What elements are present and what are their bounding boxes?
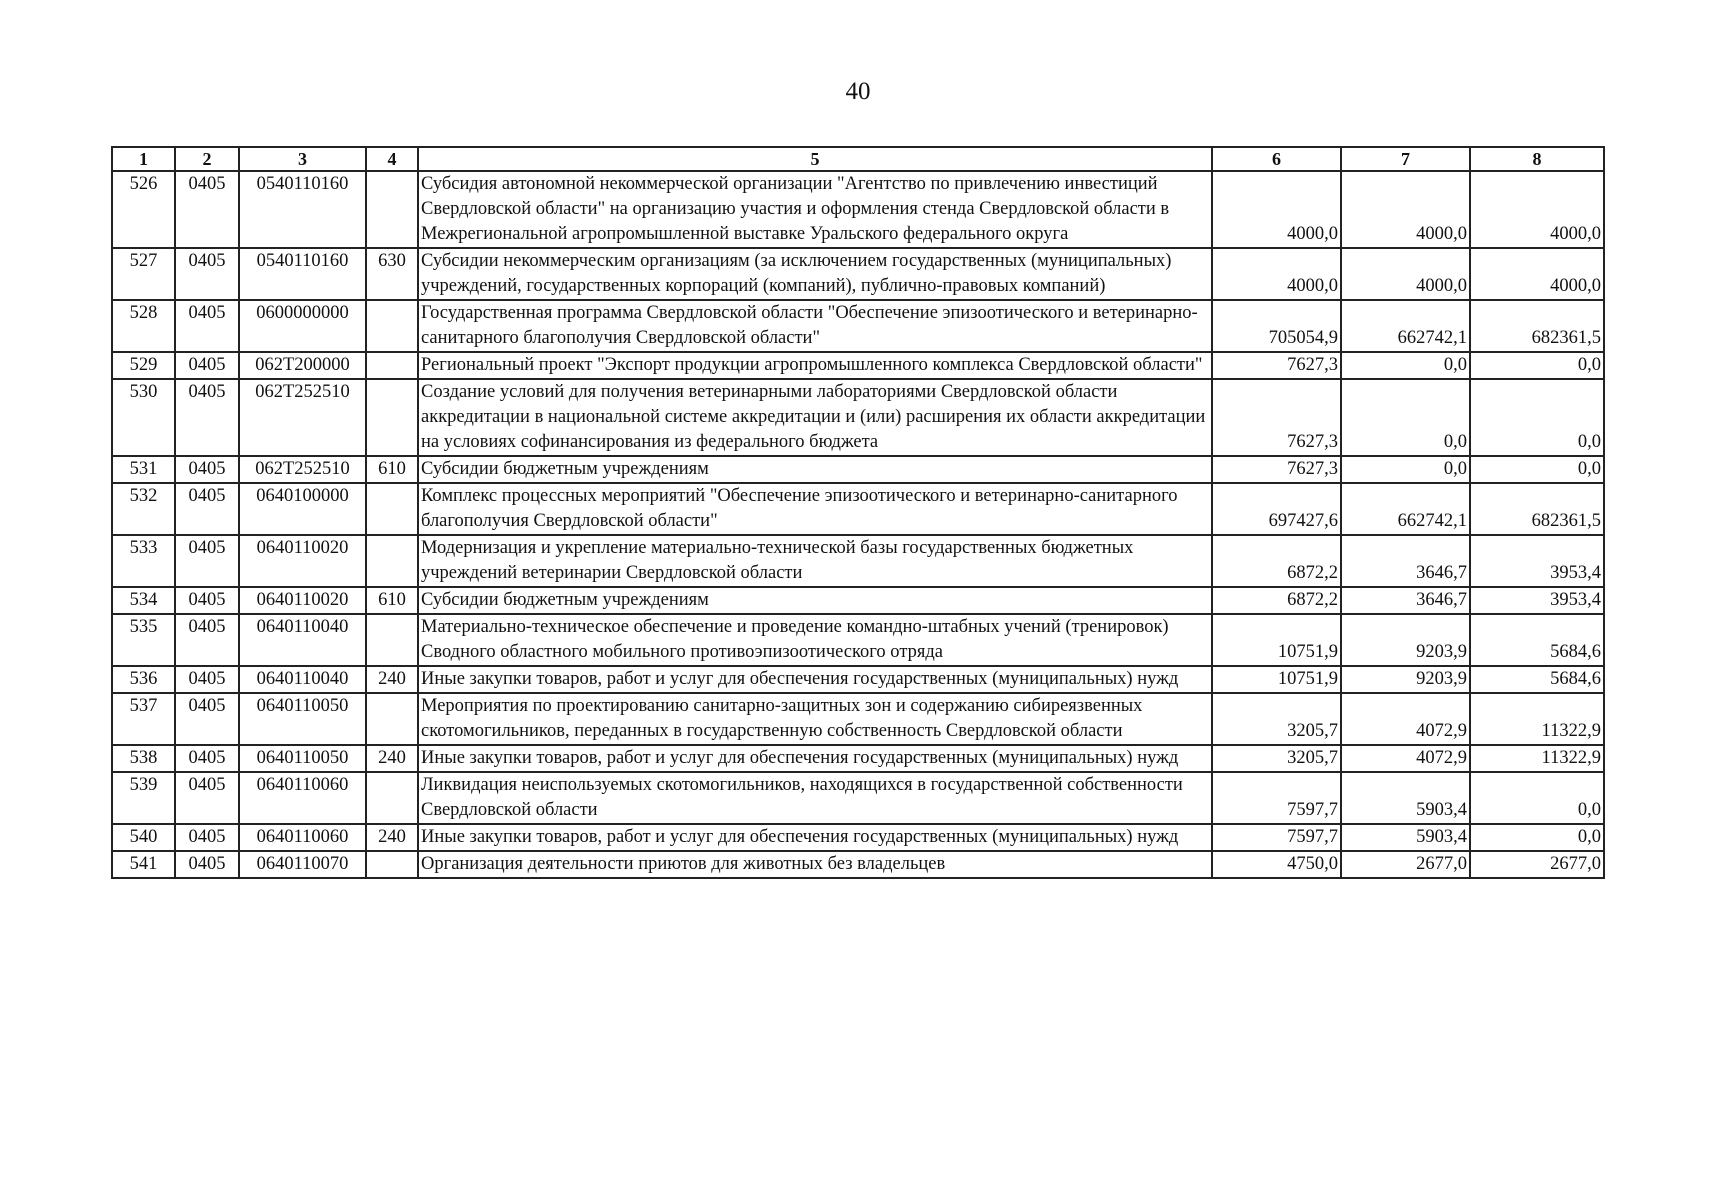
- table-row: [112, 851, 1604, 878]
- target-article-code: 0640110040: [239, 614, 366, 666]
- amount-col7: 0,0: [1341, 456, 1470, 483]
- table-row: [112, 614, 1604, 666]
- row-number: 526: [112, 171, 175, 248]
- expense-type-code: 610: [366, 456, 418, 483]
- header-cell: 2: [175, 147, 239, 171]
- item-name: Субсидии некоммерческим организациям (за исключением государственных (муниципальных) учреждений, государственных корпораций (компаний), публично-правовых компаний): [418, 248, 1212, 300]
- section-code: 0405: [175, 352, 239, 379]
- item-name: Материально-техническое обеспечение и проведение командно-штабных учений (тренировок) Сводного областного мобильного противоэпизоотического отряда: [418, 614, 1212, 666]
- amount-col6: 10751,9: [1212, 614, 1341, 666]
- target-article-code: 0640110060: [239, 772, 366, 824]
- table-row: [112, 456, 1604, 483]
- expense-type-code: 610: [366, 587, 418, 614]
- amount-col8: 682361,5: [1470, 300, 1604, 352]
- row-number: 541: [112, 851, 175, 878]
- item-name: Организация деятельности приютов для животных без владельцев: [418, 851, 1212, 878]
- table-row: [112, 379, 1604, 456]
- row-number: 531: [112, 456, 175, 483]
- target-article-code: 0640110070: [239, 851, 366, 878]
- section-code: 0405: [175, 535, 239, 587]
- amount-col8: 4000,0: [1470, 171, 1604, 248]
- section-code: 0405: [175, 379, 239, 456]
- item-name: Создание условий для получения ветеринарными лабораториями Свердловской области аккредитации в национальной системе аккредитации и (или) расширения их области аккредитации на условиях софинансирования из федерального бюджета: [418, 379, 1212, 456]
- section-code: 0405: [175, 456, 239, 483]
- section-code: 0405: [175, 300, 239, 352]
- row-number: 532: [112, 483, 175, 535]
- item-name: Субсидии бюджетным учреждениям: [418, 587, 1212, 614]
- table-row: [112, 300, 1604, 352]
- row-number: 540: [112, 824, 175, 851]
- table-row: [112, 745, 1604, 772]
- amount-col8: 0,0: [1470, 379, 1604, 456]
- item-name: Региональный проект "Экспорт продукции агропромышленного комплекса Свердловской области": [418, 352, 1212, 379]
- item-name: Субсидии бюджетным учреждениям: [418, 456, 1212, 483]
- amount-col6: 4000,0: [1212, 171, 1341, 248]
- section-code: 0405: [175, 248, 239, 300]
- amount-col8: 0,0: [1470, 456, 1604, 483]
- table-body: [112, 171, 1604, 878]
- section-code: 0405: [175, 666, 239, 693]
- amount-col8: 11322,9: [1470, 745, 1604, 772]
- amount-col8: 4000,0: [1470, 248, 1604, 300]
- expense-type-code: [366, 379, 418, 456]
- expense-type-code: [366, 614, 418, 666]
- row-number: 538: [112, 745, 175, 772]
- amount-col6: 697427,6: [1212, 483, 1341, 535]
- header-cell: 3: [239, 147, 366, 171]
- section-code: 0405: [175, 824, 239, 851]
- table-row: [112, 352, 1604, 379]
- amount-col8: 3953,4: [1470, 535, 1604, 587]
- header-cell: 7: [1341, 147, 1470, 171]
- amount-col6: 4750,0: [1212, 851, 1341, 878]
- expense-type-code: [366, 300, 418, 352]
- amount-col6: 6872,2: [1212, 587, 1341, 614]
- section-code: 0405: [175, 745, 239, 772]
- header-cell: 4: [366, 147, 418, 171]
- expense-type-code: 240: [366, 666, 418, 693]
- item-name: Ликвидация неиспользуемых скотомогильников, находящихся в государственной собственности Свердловской области: [418, 772, 1212, 824]
- amount-col7: 662742,1: [1341, 483, 1470, 535]
- amount-col8: 0,0: [1470, 772, 1604, 824]
- table-row: [112, 483, 1604, 535]
- amount-col7: 0,0: [1341, 352, 1470, 379]
- row-number: 527: [112, 248, 175, 300]
- row-number: 533: [112, 535, 175, 587]
- expense-type-code: [366, 693, 418, 745]
- expense-type-code: [366, 851, 418, 878]
- section-code: 0405: [175, 171, 239, 248]
- table-row: [112, 824, 1604, 851]
- amount-col6: 705054,9: [1212, 300, 1341, 352]
- amount-col6: 7627,3: [1212, 456, 1341, 483]
- amount-col6: 3205,7: [1212, 745, 1341, 772]
- amount-col8: 5684,6: [1470, 666, 1604, 693]
- header-row: [112, 147, 1604, 171]
- amount-col8: 5684,6: [1470, 614, 1604, 666]
- target-article-code: 0600000000: [239, 300, 366, 352]
- amount-col7: 5903,4: [1341, 772, 1470, 824]
- row-number: 536: [112, 666, 175, 693]
- amount-col7: 3646,7: [1341, 587, 1470, 614]
- item-name: Государственная программа Свердловской области "Обеспечение эпизоотического и ветеринарно-санитарного благополучия Свердловской области": [418, 300, 1212, 352]
- amount-col8: 11322,9: [1470, 693, 1604, 745]
- table-row: [112, 248, 1604, 300]
- section-code: 0405: [175, 772, 239, 824]
- target-article-code: 0640100000: [239, 483, 366, 535]
- amount-col7: 4000,0: [1341, 248, 1470, 300]
- amount-col7: 4072,9: [1341, 693, 1470, 745]
- item-name: Иные закупки товаров, работ и услуг для обеспечения государственных (муниципальных) нужд: [418, 745, 1212, 772]
- amount-col6: 4000,0: [1212, 248, 1341, 300]
- table-row: [112, 535, 1604, 587]
- amount-col7: 0,0: [1341, 379, 1470, 456]
- amount-col8: 3953,4: [1470, 587, 1604, 614]
- amount-col8: 0,0: [1470, 824, 1604, 851]
- expense-type-code: [366, 352, 418, 379]
- item-name: Комплекс процессных мероприятий "Обеспечение эпизоотического и ветеринарно-санитарного благополучия Свердловской области": [418, 483, 1212, 535]
- item-name: Модернизация и укрепление материально-технической базы государственных бюджетных учреждений ветеринарии Свердловской области: [418, 535, 1212, 587]
- table-row: [112, 587, 1604, 614]
- amount-col7: 2677,0: [1341, 851, 1470, 878]
- amount-col6: 10751,9: [1212, 666, 1341, 693]
- target-article-code: 0640110060: [239, 824, 366, 851]
- target-article-code: 0640110050: [239, 693, 366, 745]
- target-article-code: 0640110020: [239, 587, 366, 614]
- row-number: 535: [112, 614, 175, 666]
- item-name: Иные закупки товаров, работ и услуг для обеспечения государственных (муниципальных) нужд: [418, 824, 1212, 851]
- section-code: 0405: [175, 614, 239, 666]
- target-article-code: 062Т252510: [239, 456, 366, 483]
- row-number: 530: [112, 379, 175, 456]
- row-number: 529: [112, 352, 175, 379]
- item-name: Иные закупки товаров, работ и услуг для обеспечения государственных (муниципальных) нужд: [418, 666, 1212, 693]
- amount-col7: 5903,4: [1341, 824, 1470, 851]
- header-cell: 1: [112, 147, 175, 171]
- page-number: 40: [845, 78, 871, 105]
- expense-type-code: 240: [366, 824, 418, 851]
- target-article-code: 062Т252510: [239, 379, 366, 456]
- target-article-code: 0540110160: [239, 171, 366, 248]
- header-cell: 5: [418, 147, 1212, 171]
- expense-type-code: [366, 171, 418, 248]
- row-number: 534: [112, 587, 175, 614]
- table-row: [112, 666, 1604, 693]
- amount-col6: 7627,3: [1212, 352, 1341, 379]
- amount-col7: 9203,9: [1341, 614, 1470, 666]
- expense-type-code: [366, 535, 418, 587]
- section-code: 0405: [175, 483, 239, 535]
- amount-col6: 6872,2: [1212, 535, 1341, 587]
- amount-col7: 4000,0: [1341, 171, 1470, 248]
- amount-col6: 7597,7: [1212, 824, 1341, 851]
- header-cell: 8: [1470, 147, 1604, 171]
- expense-type-code: 630: [366, 248, 418, 300]
- amount-col6: 7597,7: [1212, 772, 1341, 824]
- header-cell: 6: [1212, 147, 1341, 171]
- row-number: 539: [112, 772, 175, 824]
- table-row: [112, 772, 1604, 824]
- expense-type-code: 240: [366, 745, 418, 772]
- amount-col8: 682361,5: [1470, 483, 1604, 535]
- amount-col7: 3646,7: [1341, 535, 1470, 587]
- amount-col6: 3205,7: [1212, 693, 1341, 745]
- section-code: 0405: [175, 851, 239, 878]
- budget-table: [111, 146, 1605, 879]
- target-article-code: 0640110050: [239, 745, 366, 772]
- item-name: Субсидия автономной некоммерческой организации "Агентство по привлечению инвестиций Свердловской области" на организацию участия и оформления стенда Свердловской области в Межрегиональной агропромышленной выставке Уральского федерального округа: [418, 171, 1212, 248]
- table-row: [112, 693, 1604, 745]
- expense-type-code: [366, 483, 418, 535]
- amount-col8: 0,0: [1470, 352, 1604, 379]
- row-number: 537: [112, 693, 175, 745]
- section-code: 0405: [175, 693, 239, 745]
- amount-col7: 9203,9: [1341, 666, 1470, 693]
- target-article-code: 0640110040: [239, 666, 366, 693]
- item-name: Мероприятия по проектированию санитарно-защитных зон и содержанию сибиреязвенных скотомогильников, переданных в государственную собственность Свердловской области: [418, 693, 1212, 745]
- amount-col7: 662742,1: [1341, 300, 1470, 352]
- amount-col6: 7627,3: [1212, 379, 1341, 456]
- target-article-code: 0540110160: [239, 248, 366, 300]
- amount-col7: 4072,9: [1341, 745, 1470, 772]
- amount-col8: 2677,0: [1470, 851, 1604, 878]
- row-number: 528: [112, 300, 175, 352]
- target-article-code: 0640110020: [239, 535, 366, 587]
- expense-type-code: [366, 772, 418, 824]
- section-code: 0405: [175, 587, 239, 614]
- target-article-code: 062Т200000: [239, 352, 366, 379]
- table-row: [112, 171, 1604, 248]
